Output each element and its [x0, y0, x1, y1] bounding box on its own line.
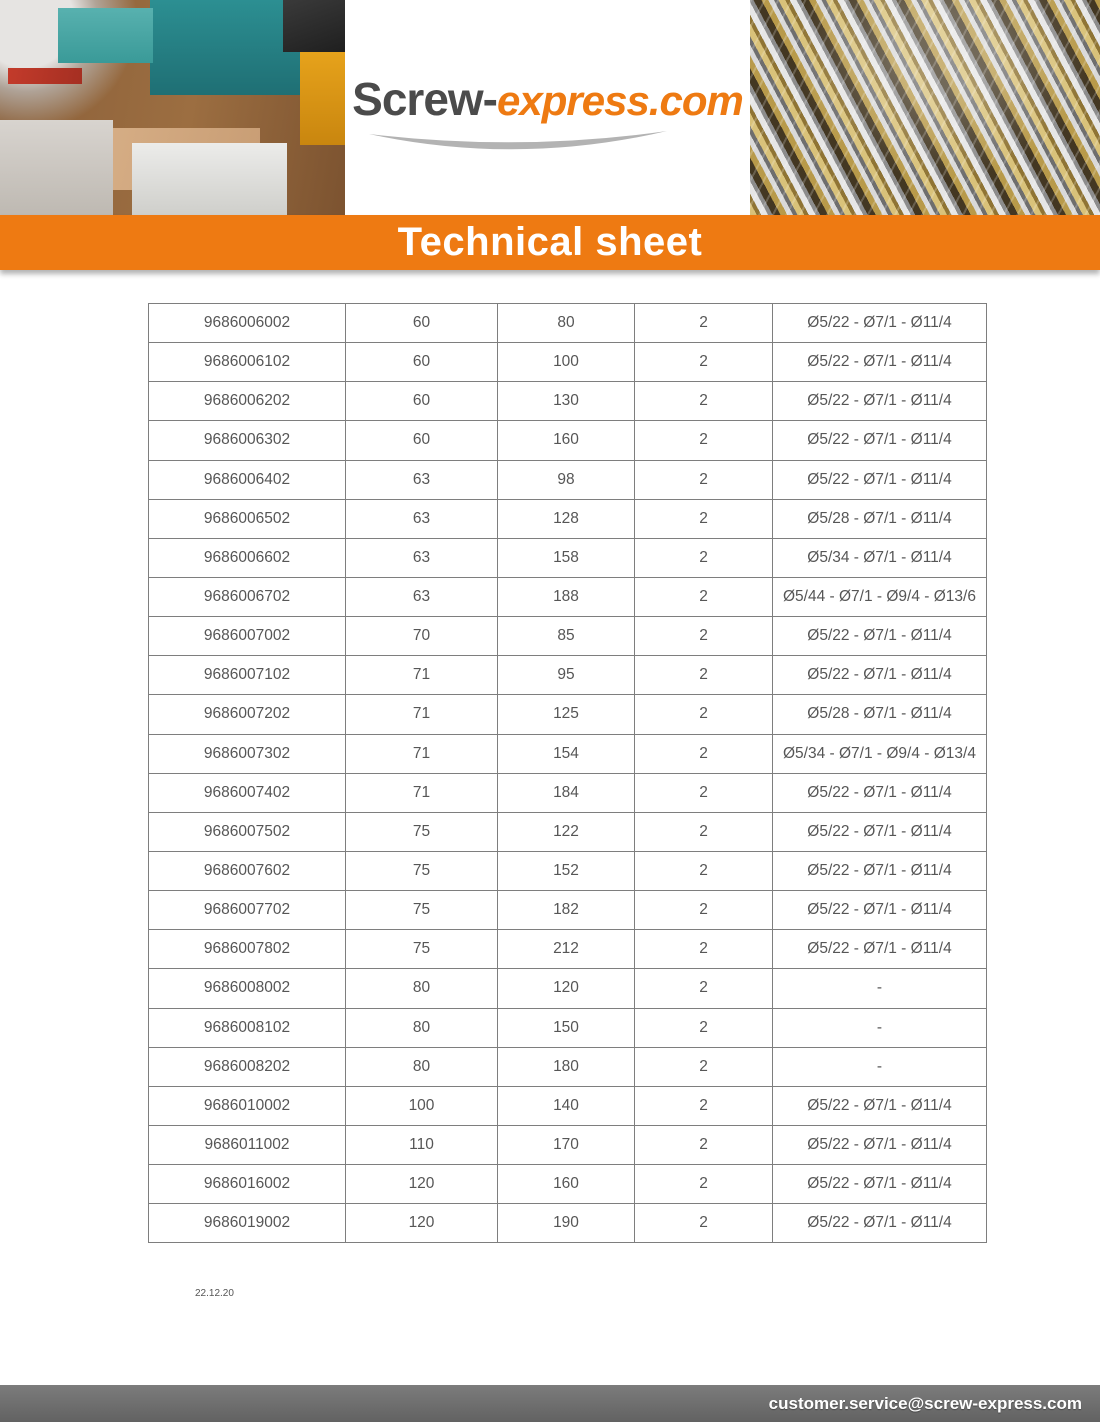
table-row: [149, 617, 987, 656]
table-cell: Ø5/22 - Ø7/1 - Ø11/4: [773, 343, 987, 382]
table-cell: 170: [498, 1125, 635, 1164]
table-cell: -: [773, 969, 987, 1008]
table-cell: 9686006702: [149, 577, 346, 616]
table-cell: 9686007002: [149, 617, 346, 656]
table-cell: 2: [635, 343, 773, 382]
table-row: [149, 577, 987, 616]
table-cell: Ø5/22 - Ø7/1 - Ø11/4: [773, 851, 987, 890]
table-row: [149, 538, 987, 577]
table-cell: 120: [346, 1204, 498, 1243]
table-cell: 160: [498, 421, 635, 460]
table-cell: 128: [498, 499, 635, 538]
table-cell: 2: [635, 421, 773, 460]
table-cell: 2: [635, 969, 773, 1008]
footer-bar: [0, 1385, 1100, 1422]
table-cell: 2: [635, 538, 773, 577]
table-cell: 63: [346, 499, 498, 538]
table-cell: 95: [498, 656, 635, 695]
table-cell: Ø5/22 - Ø7/1 - Ø11/4: [773, 891, 987, 930]
table-row: [149, 1165, 987, 1204]
table-cell: 9686006302: [149, 421, 346, 460]
table-cell: 71: [346, 656, 498, 695]
table-cell: 130: [498, 382, 635, 421]
table-row: [149, 656, 987, 695]
table-cell: 9686007402: [149, 773, 346, 812]
table-cell: 122: [498, 812, 635, 851]
spec-table: [148, 303, 987, 1243]
table-cell: 2: [635, 577, 773, 616]
table-cell: 9686007502: [149, 812, 346, 851]
table-cell: 100: [346, 1086, 498, 1125]
table-cell: Ø5/44 - Ø7/1 - Ø9/4 - Ø13/6: [773, 577, 987, 616]
table-cell: Ø5/22 - Ø7/1 - Ø11/4: [773, 812, 987, 851]
table-cell: 75: [346, 812, 498, 851]
table-cell: 2: [635, 930, 773, 969]
table-cell: 158: [498, 538, 635, 577]
table-cell: 9686007602: [149, 851, 346, 890]
table-cell: 2: [635, 499, 773, 538]
table-cell: 160: [498, 1165, 635, 1204]
table-cell: 80: [498, 304, 635, 343]
table-row: [149, 421, 987, 460]
table-cell: 9686016002: [149, 1165, 346, 1204]
table-cell: 184: [498, 773, 635, 812]
table-cell: 9686007802: [149, 930, 346, 969]
table-cell: 63: [346, 538, 498, 577]
table-cell: 75: [346, 851, 498, 890]
table-cell: 2: [635, 812, 773, 851]
table-cell: 71: [346, 734, 498, 773]
table-cell: 2: [635, 773, 773, 812]
table-cell: 9686008102: [149, 1008, 346, 1047]
page-header: [0, 0, 1100, 215]
table-cell: 63: [346, 577, 498, 616]
table-cell: Ø5/22 - Ø7/1 - Ø11/4: [773, 656, 987, 695]
table-cell: Ø5/28 - Ø7/1 - Ø11/4: [773, 499, 987, 538]
table-cell: 9686010002: [149, 1086, 346, 1125]
table-cell: 2: [635, 460, 773, 499]
table-cell: -: [773, 1008, 987, 1047]
table-cell: 70: [346, 617, 498, 656]
table-row: [149, 891, 987, 930]
table-row: [149, 695, 987, 734]
table-cell: 140: [498, 1086, 635, 1125]
table-cell: 2: [635, 617, 773, 656]
table-row: [149, 851, 987, 890]
table-row: [149, 812, 987, 851]
table-cell: Ø5/22 - Ø7/1 - Ø11/4: [773, 304, 987, 343]
table-cell: Ø5/22 - Ø7/1 - Ø11/4: [773, 421, 987, 460]
table-cell: 9686006102: [149, 343, 346, 382]
brand-logo: [352, 72, 743, 125]
table-row: [149, 734, 987, 773]
table-cell: Ø5/22 - Ø7/1 - Ø11/4: [773, 1165, 987, 1204]
table-row: [149, 1047, 987, 1086]
table-cell: 98: [498, 460, 635, 499]
table-cell: -: [773, 1047, 987, 1086]
table-cell: Ø5/34 - Ø7/1 - Ø11/4: [773, 538, 987, 577]
table-cell: 120: [346, 1165, 498, 1204]
table-cell: Ø5/22 - Ø7/1 - Ø11/4: [773, 460, 987, 499]
table-cell: 80: [346, 969, 498, 1008]
logo-swoosh-graphic: [363, 126, 673, 158]
title-banner: [0, 215, 1100, 270]
table-row: [149, 499, 987, 538]
table-row: [149, 969, 987, 1008]
table-cell: 188: [498, 577, 635, 616]
table-cell: 190: [498, 1204, 635, 1243]
table-cell: 2: [635, 1047, 773, 1086]
table-cell: 180: [498, 1047, 635, 1086]
table-cell: 150: [498, 1008, 635, 1047]
brand-name-primary: Screw-: [352, 72, 498, 125]
table-cell: Ø5/34 - Ø7/1 - Ø9/4 - Ø13/4: [773, 734, 987, 773]
revision-date: 22.12.20: [195, 1288, 234, 1300]
table-row: [149, 1125, 987, 1164]
table-cell: 2: [635, 1165, 773, 1204]
table-cell: 2: [635, 1086, 773, 1125]
table-cell: 9686006502: [149, 499, 346, 538]
table-cell: 154: [498, 734, 635, 773]
table-cell: 182: [498, 891, 635, 930]
table-row: [149, 773, 987, 812]
table-row: [149, 304, 987, 343]
table-row: [149, 382, 987, 421]
table-row: [149, 1204, 987, 1243]
table-cell: 71: [346, 773, 498, 812]
table-cell: 2: [635, 1204, 773, 1243]
table-cell: 9686006402: [149, 460, 346, 499]
table-cell: 110: [346, 1125, 498, 1164]
table-cell: 9686008002: [149, 969, 346, 1008]
table-cell: 2: [635, 891, 773, 930]
table-cell: Ø5/22 - Ø7/1 - Ø11/4: [773, 773, 987, 812]
table-cell: 9686019002: [149, 1204, 346, 1243]
table-cell: 125: [498, 695, 635, 734]
table-cell: 212: [498, 930, 635, 969]
table-cell: Ø5/22 - Ø7/1 - Ø11/4: [773, 1086, 987, 1125]
workbench-photo: [0, 0, 345, 215]
table-cell: 60: [346, 382, 498, 421]
table-cell: 2: [635, 656, 773, 695]
table-cell: 9686011002: [149, 1125, 346, 1164]
table-cell: 2: [635, 1008, 773, 1047]
table-row: [149, 930, 987, 969]
table-cell: 60: [346, 343, 498, 382]
table-cell: 63: [346, 460, 498, 499]
table-cell: 2: [635, 304, 773, 343]
table-cell: 75: [346, 891, 498, 930]
table-row: [149, 343, 987, 382]
page-title: Technical sheet: [397, 220, 703, 264]
table-cell: Ø5/22 - Ø7/1 - Ø11/4: [773, 1204, 987, 1243]
table-cell: 9686008202: [149, 1047, 346, 1086]
table-cell: 80: [346, 1008, 498, 1047]
table-cell: Ø5/22 - Ø7/1 - Ø11/4: [773, 382, 987, 421]
table-cell: 9686007202: [149, 695, 346, 734]
brand-name-secondary: express.com: [497, 76, 743, 124]
table-cell: 80: [346, 1047, 498, 1086]
table-cell: 9686006002: [149, 304, 346, 343]
table-row: [149, 460, 987, 499]
table-cell: 2: [635, 734, 773, 773]
screws-photo: [750, 0, 1100, 215]
table-cell: Ø5/22 - Ø7/1 - Ø11/4: [773, 617, 987, 656]
table-cell: 152: [498, 851, 635, 890]
table-cell: 9686007302: [149, 734, 346, 773]
table-cell: 71: [346, 695, 498, 734]
table-cell: 120: [498, 969, 635, 1008]
table-cell: 2: [635, 695, 773, 734]
table-row: [149, 1008, 987, 1047]
table-cell: 60: [346, 421, 498, 460]
table-cell: Ø5/22 - Ø7/1 - Ø11/4: [773, 1125, 987, 1164]
table-cell: 75: [346, 930, 498, 969]
table-cell: 9686006202: [149, 382, 346, 421]
table-cell: 9686006602: [149, 538, 346, 577]
logo-area: [345, 0, 750, 215]
spec-table-body: [149, 304, 987, 1243]
table-cell: 2: [635, 851, 773, 890]
table-cell: 2: [635, 1125, 773, 1164]
table-cell: Ø5/22 - Ø7/1 - Ø11/4: [773, 930, 987, 969]
content-area: [0, 270, 1100, 1385]
table-cell: Ø5/28 - Ø7/1 - Ø11/4: [773, 695, 987, 734]
table-cell: 9686007102: [149, 656, 346, 695]
table-cell: 9686007702: [149, 891, 346, 930]
table-row: [149, 1086, 987, 1125]
table-cell: 2: [635, 382, 773, 421]
table-cell: 100: [498, 343, 635, 382]
customer-service-email-link[interactable]: customer.service@screw-express.com: [768, 1393, 1082, 1413]
table-cell: 85: [498, 617, 635, 656]
table-cell: 60: [346, 304, 498, 343]
